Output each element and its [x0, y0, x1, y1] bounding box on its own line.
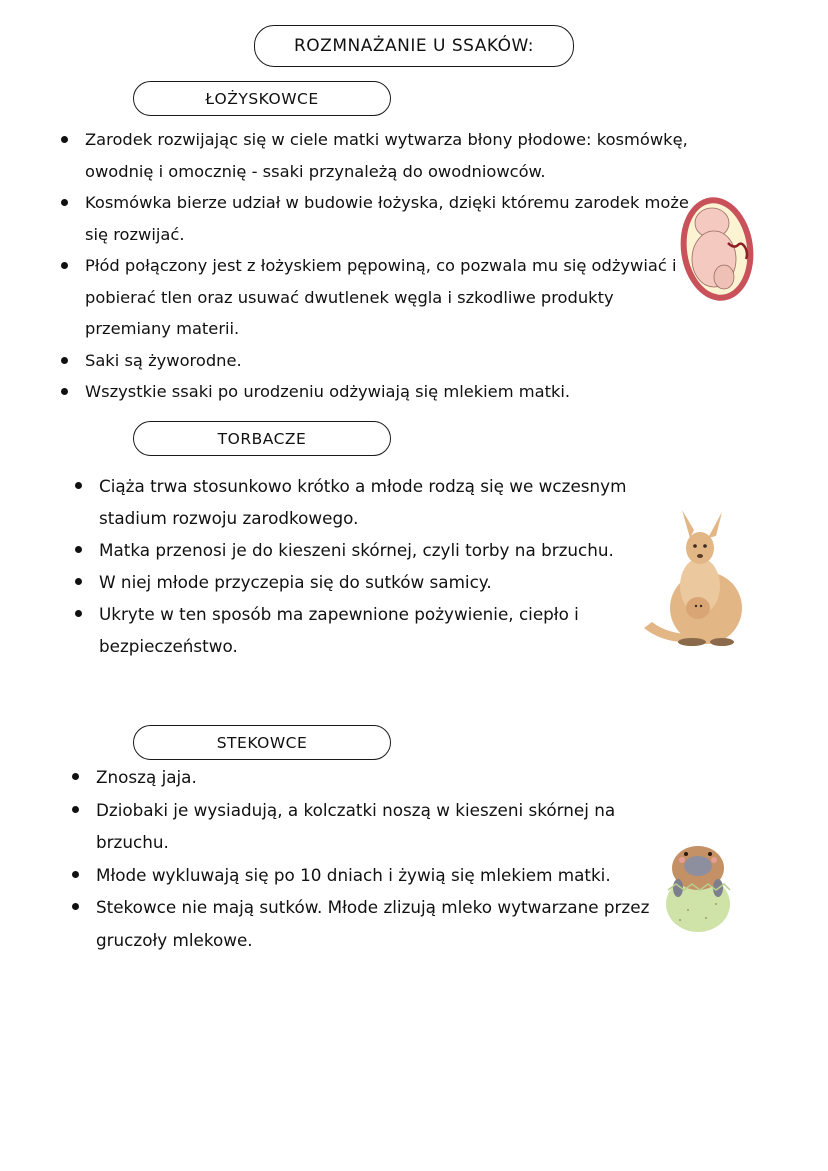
page-title — [254, 25, 574, 67]
list-item: Wszystkie ssaki po urodzeniu odżywiają się mlekiem matki. — [58, 376, 698, 408]
section-heading-text: ŁOŻYSKOWCE — [205, 89, 319, 108]
list-item: Matka przenosi je do kieszeni skórnej, czyli torby na brzuchu. — [72, 534, 692, 566]
list-item: Saki są żyworodne. — [58, 345, 698, 377]
section-heading-stekowce — [133, 725, 391, 760]
list-item: Zarodek rozwijając się w ciele matki wytwarza błony płodowe: kosmówkę, owodnię i omocznię - ssaki przynależą do owodniowców. — [58, 124, 698, 187]
list-item: Znoszą jaja. — [69, 761, 669, 794]
list-item: Płód połączony jest z łożyskiem pępowiną, co pozwala mu się odżywiać i pobierać tlen oraz usuwać dwutlenek węgla i szkodliwe produkty przemiany materii. — [58, 250, 698, 345]
bullet-list-lozyskowce — [58, 124, 698, 408]
list-item: Ukryte w ten sposób ma zapewnione pożywienie, ciepło i bezpieczeństwo. — [72, 598, 692, 662]
list-item: Stekowce nie mają sutków. Młode zlizują mleko wytwarzane przez gruczoły mlekowe. — [69, 891, 669, 956]
kangaroo-icon — [642, 508, 748, 650]
list-item: Młode wykluwają się po 10 dniach i żywią się mlekiem matki. — [69, 859, 669, 892]
list-item: Kosmówka bierze udział w budowie łożyska, dzięki któremu zarodek może się rozwijać. — [58, 187, 698, 250]
section-heading-lozyskowce — [133, 81, 391, 116]
section-heading-text: TORBACZE — [217, 429, 307, 448]
bullet-list-stekowce — [69, 761, 669, 956]
section-heading-torbacze — [133, 421, 391, 456]
section-heading-text: STEKOWCE — [216, 733, 308, 752]
bullet-list-torbacze — [72, 470, 692, 662]
fetus-in-womb-icon — [676, 193, 758, 305]
list-item: Ciąża trwa stosunkowo krótko a młode rodzą się we wczesnym stadium rozwoju zarodkowego. — [72, 470, 692, 534]
platypus-hatching-egg-icon — [658, 838, 738, 934]
page-title-text: ROZMNAŻANIE U SSAKÓW: — [293, 36, 535, 56]
list-item: W niej młode przyczepia się do sutków samicy. — [72, 566, 692, 598]
list-item: Dziobaki je wysiadują, a kolczatki noszą w kieszeni skórnej na brzuchu. — [69, 794, 669, 859]
